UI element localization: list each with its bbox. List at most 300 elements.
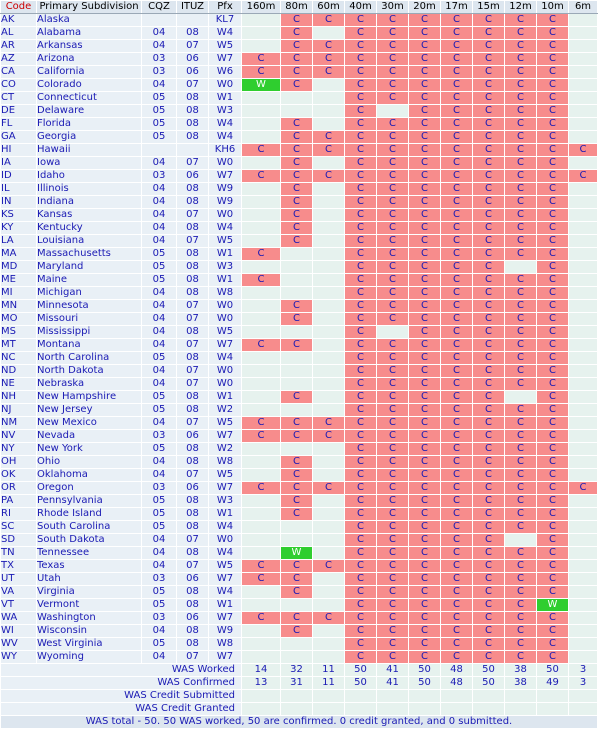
band-cell — [313, 157, 345, 170]
summary-value — [473, 703, 505, 716]
band-cell: C — [377, 508, 409, 521]
state-name: Mississippi — [37, 326, 142, 339]
band-cell: C — [409, 300, 441, 313]
band-cell — [242, 105, 281, 118]
band-cell: C — [345, 92, 377, 105]
band-cell — [313, 183, 345, 196]
band-cell: C — [377, 66, 409, 79]
band-cell: C — [281, 300, 313, 313]
band-cell: C — [441, 326, 473, 339]
summary-value: 14 — [242, 664, 281, 677]
cq-zone: 05 — [142, 92, 177, 105]
band-cell: C — [505, 222, 537, 235]
band-cell: C — [473, 235, 505, 248]
summary-value — [281, 703, 313, 716]
band-cell: C — [441, 300, 473, 313]
cq-zone: 04 — [142, 27, 177, 40]
itu-zone: 08 — [177, 547, 209, 560]
table-row — [1, 53, 598, 66]
state-code: NJ — [1, 404, 37, 417]
cq-zone: 05 — [142, 248, 177, 261]
band-cell: C — [409, 144, 441, 157]
band-cell: C — [473, 495, 505, 508]
band-cell: C — [242, 482, 281, 495]
prefix: W7 — [209, 482, 242, 495]
summary-value: 50 — [409, 664, 441, 677]
band-cell: C — [345, 586, 377, 599]
band-cell: C — [569, 482, 598, 495]
state-code: OR — [1, 482, 37, 495]
band-cell — [569, 79, 598, 92]
band-cell — [242, 534, 281, 547]
band-cell: C — [377, 378, 409, 391]
column-header-10m[interactable]: 10m — [537, 1, 569, 14]
band-cell: C — [473, 170, 505, 183]
state-code: MN — [1, 300, 37, 313]
band-cell: C — [242, 339, 281, 352]
state-code: AZ — [1, 53, 37, 66]
itu-zone: 07 — [177, 313, 209, 326]
band-cell — [242, 365, 281, 378]
band-cell: C — [281, 508, 313, 521]
band-cell: C — [377, 391, 409, 404]
cq-zone: 04 — [142, 183, 177, 196]
state-name: Massachusetts — [37, 248, 142, 261]
state-code: IL — [1, 183, 37, 196]
column-header-6m[interactable]: 6m — [569, 1, 598, 14]
band-cell: C — [377, 157, 409, 170]
state-name: Oregon — [37, 482, 142, 495]
band-cell: C — [537, 495, 569, 508]
state-name: Rhode Island — [37, 508, 142, 521]
band-cell — [281, 274, 313, 287]
band-cell: C — [505, 157, 537, 170]
cq-zone: 04 — [142, 287, 177, 300]
band-cell: C — [345, 300, 377, 313]
band-cell — [313, 300, 345, 313]
prefix: W2 — [209, 404, 242, 417]
column-header-80m[interactable]: 80m — [281, 1, 313, 14]
state-code: WI — [1, 625, 37, 638]
summary-value: 50 — [345, 664, 377, 677]
band-cell — [242, 183, 281, 196]
prefix: W0 — [209, 365, 242, 378]
band-cell: C — [345, 209, 377, 222]
band-cell: C — [377, 300, 409, 313]
table-row — [1, 417, 598, 430]
state-name: Texas — [37, 560, 142, 573]
band-cell: C — [441, 625, 473, 638]
band-cell: C — [537, 92, 569, 105]
band-cell: C — [537, 534, 569, 547]
summary-value: 38 — [505, 664, 537, 677]
band-cell — [569, 508, 598, 521]
table-row — [1, 430, 598, 443]
state-name: Pennsylvania — [37, 495, 142, 508]
state-code: AR — [1, 40, 37, 53]
band-cell: C — [505, 482, 537, 495]
state-code: VA — [1, 586, 37, 599]
itu-zone: 07 — [177, 339, 209, 352]
column-header-code[interactable]: Code — [1, 1, 37, 14]
summary-value — [505, 703, 537, 716]
cq-zone: 04 — [142, 417, 177, 430]
prefix: W0 — [209, 534, 242, 547]
band-cell: C — [409, 638, 441, 651]
table-row — [1, 456, 598, 469]
column-header-pfx[interactable]: Pfx — [209, 1, 242, 14]
band-cell: C — [473, 27, 505, 40]
table-row — [1, 482, 598, 495]
band-cell: C — [345, 144, 377, 157]
cq-zone — [142, 14, 177, 27]
state-name: Delaware — [37, 105, 142, 118]
summary-value — [409, 703, 441, 716]
band-cell: C — [345, 222, 377, 235]
band-cell: C — [281, 144, 313, 157]
band-cell: C — [473, 105, 505, 118]
summary-value: 31 — [281, 677, 313, 690]
band-cell: C — [242, 170, 281, 183]
column-header-17m[interactable]: 17m — [441, 1, 473, 14]
band-cell: C — [377, 274, 409, 287]
band-cell: C — [377, 612, 409, 625]
band-cell — [242, 300, 281, 313]
cq-zone: 03 — [142, 573, 177, 586]
band-cell — [242, 508, 281, 521]
state-code: OH — [1, 456, 37, 469]
table-row — [1, 378, 598, 391]
state-code: RI — [1, 508, 37, 521]
band-cell — [242, 287, 281, 300]
summary-value — [377, 703, 409, 716]
band-cell: C — [473, 287, 505, 300]
state-name: South Carolina — [37, 521, 142, 534]
table-row — [1, 365, 598, 378]
band-cell: C — [281, 586, 313, 599]
state-code: MT — [1, 339, 37, 352]
band-cell — [569, 612, 598, 625]
band-cell: C — [377, 261, 409, 274]
itu-zone: 08 — [177, 222, 209, 235]
cq-zone: 05 — [142, 443, 177, 456]
band-cell — [313, 365, 345, 378]
itu-zone: 08 — [177, 118, 209, 131]
summary-value — [569, 690, 598, 703]
band-cell: C — [409, 274, 441, 287]
band-cell: C — [473, 339, 505, 352]
band-cell — [242, 352, 281, 365]
band-cell — [569, 326, 598, 339]
band-cell: C — [473, 599, 505, 612]
itu-zone: 08 — [177, 456, 209, 469]
band-cell: C — [505, 547, 537, 560]
band-cell — [569, 248, 598, 261]
prefix: W4 — [209, 521, 242, 534]
summary-value — [281, 690, 313, 703]
band-cell: C — [377, 118, 409, 131]
cq-zone: 04 — [142, 300, 177, 313]
band-cell: C — [377, 495, 409, 508]
state-name: North Dakota — [37, 365, 142, 378]
band-cell: C — [377, 209, 409, 222]
band-cell: C — [281, 27, 313, 40]
table-row — [1, 586, 598, 599]
cq-zone: 04 — [142, 534, 177, 547]
band-cell — [377, 326, 409, 339]
cq-zone: 04 — [142, 651, 177, 664]
state-code: NE — [1, 378, 37, 391]
band-cell — [281, 599, 313, 612]
table-row — [1, 209, 598, 222]
prefix: W5 — [209, 326, 242, 339]
cq-zone: 03 — [142, 482, 177, 495]
band-cell: C — [377, 638, 409, 651]
band-cell: C — [377, 404, 409, 417]
band-cell: C — [505, 326, 537, 339]
band-cell: C — [441, 196, 473, 209]
band-cell: C — [242, 274, 281, 287]
state-code: ND — [1, 365, 37, 378]
prefix: W4 — [209, 352, 242, 365]
band-cell: C — [505, 495, 537, 508]
band-cell: C — [409, 482, 441, 495]
band-cell: C — [313, 482, 345, 495]
band-cell: C — [242, 430, 281, 443]
band-cell: C — [313, 14, 345, 27]
band-cell — [569, 573, 598, 586]
state-name: Virginia — [37, 586, 142, 599]
prefix: W9 — [209, 625, 242, 638]
band-cell: C — [473, 430, 505, 443]
state-code: MO — [1, 313, 37, 326]
band-cell: W — [242, 79, 281, 92]
band-cell: C — [441, 638, 473, 651]
table-row — [1, 144, 598, 157]
band-cell — [569, 118, 598, 131]
band-cell: C — [473, 222, 505, 235]
band-cell: C — [441, 521, 473, 534]
state-name: West Virginia — [37, 638, 142, 651]
band-cell — [313, 196, 345, 209]
band-cell — [569, 235, 598, 248]
band-cell: C — [537, 560, 569, 573]
itu-zone: 06 — [177, 612, 209, 625]
table-row — [1, 222, 598, 235]
column-header-40m[interactable]: 40m — [345, 1, 377, 14]
band-cell: C — [409, 573, 441, 586]
band-cell: C — [377, 40, 409, 53]
state-code: ME — [1, 274, 37, 287]
column-header-12m[interactable]: 12m — [505, 1, 537, 14]
summary-value — [441, 690, 473, 703]
band-cell: C — [537, 612, 569, 625]
table-row — [1, 443, 598, 456]
summary-row — [1, 677, 598, 690]
band-cell: C — [473, 209, 505, 222]
band-cell: C — [537, 573, 569, 586]
band-cell — [281, 248, 313, 261]
band-cell: C — [473, 183, 505, 196]
summary-row — [1, 690, 598, 703]
cq-zone: 03 — [142, 170, 177, 183]
prefix: W7 — [209, 612, 242, 625]
band-cell — [242, 625, 281, 638]
band-cell — [281, 443, 313, 456]
itu-zone: 08 — [177, 105, 209, 118]
itu-zone: 07 — [177, 560, 209, 573]
state-name: New Jersey — [37, 404, 142, 417]
band-cell — [505, 534, 537, 547]
prefix: W4 — [209, 131, 242, 144]
band-cell — [242, 495, 281, 508]
band-cell: C — [345, 183, 377, 196]
band-cell: C — [377, 339, 409, 352]
cq-zone: 03 — [142, 66, 177, 79]
cq-zone: 05 — [142, 131, 177, 144]
summary-value: 50 — [537, 664, 569, 677]
band-cell: C — [473, 508, 505, 521]
band-cell: C — [377, 144, 409, 157]
band-cell: C — [377, 560, 409, 573]
cq-zone: 04 — [142, 365, 177, 378]
summary-row — [1, 664, 598, 677]
band-cell: C — [409, 27, 441, 40]
band-cell: C — [345, 638, 377, 651]
state-name: Kansas — [37, 209, 142, 222]
column-header-60m[interactable]: 60m — [313, 1, 345, 14]
band-cell: C — [313, 66, 345, 79]
itu-zone: 06 — [177, 66, 209, 79]
band-cell — [313, 638, 345, 651]
itu-zone: 08 — [177, 495, 209, 508]
column-header-ituz[interactable]: ITUZ — [177, 1, 209, 14]
band-cell: C — [473, 547, 505, 560]
band-cell: C — [473, 651, 505, 664]
band-cell — [313, 625, 345, 638]
band-cell — [569, 456, 598, 469]
band-cell: C — [505, 560, 537, 573]
itu-zone: 08 — [177, 352, 209, 365]
state-name: Ohio — [37, 456, 142, 469]
summary-value: 49 — [537, 677, 569, 690]
table-row — [1, 339, 598, 352]
itu-zone: 06 — [177, 573, 209, 586]
itu-zone: 07 — [177, 365, 209, 378]
band-cell: C — [505, 66, 537, 79]
band-cell: C — [537, 378, 569, 391]
column-header-160m[interactable]: 160m — [242, 1, 281, 14]
band-cell: C — [377, 131, 409, 144]
band-cell: C — [473, 40, 505, 53]
cq-zone: 04 — [142, 196, 177, 209]
band-cell — [242, 651, 281, 664]
band-cell: C — [345, 573, 377, 586]
band-cell: C — [377, 248, 409, 261]
band-cell — [569, 222, 598, 235]
band-cell: C — [473, 391, 505, 404]
band-cell: C — [377, 482, 409, 495]
band-cell — [313, 222, 345, 235]
state-name: Nebraska — [37, 378, 142, 391]
summary-label: WAS Credit Submitted — [1, 690, 242, 703]
band-cell: C — [473, 469, 505, 482]
cq-zone: 05 — [142, 508, 177, 521]
prefix: W4 — [209, 118, 242, 131]
band-cell: C — [409, 66, 441, 79]
band-cell: C — [441, 495, 473, 508]
band-cell: C — [377, 287, 409, 300]
band-cell: C — [313, 560, 345, 573]
band-cell: C — [313, 40, 345, 53]
band-cell: C — [537, 300, 569, 313]
band-cell: C — [441, 651, 473, 664]
band-cell: C — [345, 560, 377, 573]
column-header-primary-subdivision[interactable]: Primary Subdivision — [37, 1, 142, 14]
table-row — [1, 638, 598, 651]
state-code: DE — [1, 105, 37, 118]
band-cell — [313, 378, 345, 391]
band-cell: C — [409, 469, 441, 482]
band-cell: C — [505, 352, 537, 365]
band-cell: C — [345, 261, 377, 274]
band-cell: C — [537, 209, 569, 222]
state-name: Utah — [37, 573, 142, 586]
band-cell: C — [505, 599, 537, 612]
state-name: North Carolina — [37, 352, 142, 365]
band-cell: C — [537, 456, 569, 469]
band-cell: C — [345, 352, 377, 365]
band-cell: C — [569, 144, 598, 157]
state-name: Connecticut — [37, 92, 142, 105]
prefix: W8 — [209, 456, 242, 469]
band-cell: C — [505, 274, 537, 287]
band-cell — [569, 105, 598, 118]
itu-zone: 07 — [177, 469, 209, 482]
band-cell — [569, 40, 598, 53]
band-cell: C — [345, 391, 377, 404]
band-cell: C — [409, 365, 441, 378]
state-code: FL — [1, 118, 37, 131]
band-cell: C — [505, 430, 537, 443]
band-cell: C — [537, 508, 569, 521]
column-header-15m[interactable]: 15m — [473, 1, 505, 14]
column-header-30m[interactable]: 30m — [377, 1, 409, 14]
state-name: Nevada — [37, 430, 142, 443]
column-header-cqz[interactable]: CQZ — [142, 1, 177, 14]
prefix: W2 — [209, 443, 242, 456]
cq-zone: 05 — [142, 599, 177, 612]
band-cell: C — [505, 40, 537, 53]
band-cell: C — [473, 586, 505, 599]
cq-zone: 03 — [142, 612, 177, 625]
state-name: Alaska — [37, 14, 142, 27]
band-cell — [569, 66, 598, 79]
state-code: KY — [1, 222, 37, 235]
summary-value — [569, 703, 598, 716]
summary-value — [242, 703, 281, 716]
band-cell: C — [281, 391, 313, 404]
cq-zone: 05 — [142, 274, 177, 287]
band-cell: C — [345, 404, 377, 417]
table-row — [1, 352, 598, 365]
state-name: Iowa — [37, 157, 142, 170]
column-header-20m[interactable]: 20m — [409, 1, 441, 14]
prefix: W5 — [209, 235, 242, 248]
table-row — [1, 508, 598, 521]
state-code: VT — [1, 599, 37, 612]
band-cell: C — [441, 573, 473, 586]
